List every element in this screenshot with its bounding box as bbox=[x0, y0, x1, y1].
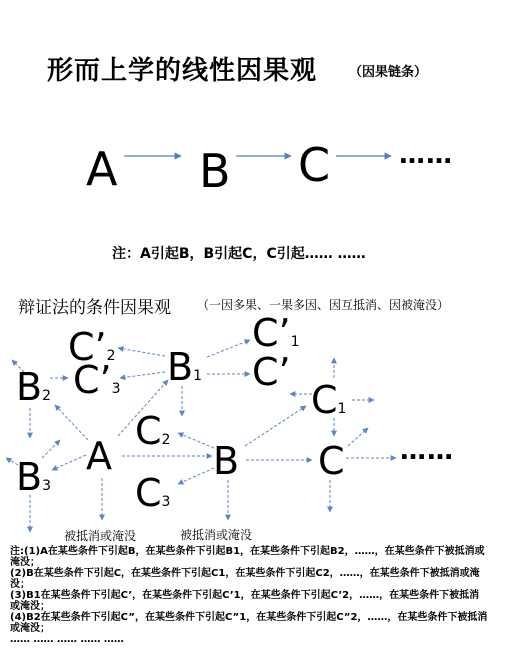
node-b: B bbox=[213, 439, 240, 483]
note-line-5: …… …… …… …… …… bbox=[10, 634, 124, 645]
caption-b-cancelled: 被抵消或淹没 bbox=[180, 528, 253, 542]
node-c1: C1 bbox=[311, 378, 347, 422]
node-c3: C3 bbox=[135, 471, 171, 515]
node-c-prime: C’ bbox=[252, 350, 291, 394]
arrow-b1-cp3 bbox=[120, 372, 165, 378]
arrow-b-c1 bbox=[245, 406, 306, 446]
notes-block bbox=[10, 546, 488, 645]
node-c2: C2 bbox=[135, 409, 171, 453]
linear-ellipsis: …… bbox=[399, 140, 453, 170]
dialectic-title: 辩证法的条件因果观 bbox=[18, 298, 171, 318]
dialectic-ellipsis: …… bbox=[400, 436, 454, 466]
page-title: 形而上学的线性因果观 bbox=[47, 56, 318, 86]
node-a: A bbox=[86, 434, 112, 478]
node-c-prime-1: C’1 bbox=[252, 311, 300, 355]
note-line-2: (2)B在某些条件下引起C，在某些条件下引起C1，在某些条件下引起C2，……，在某些条件下被抵消或淹没； bbox=[10, 568, 480, 590]
note-line-3: (3)B1在某些条件下引起C’，在某些条件下引起C’1，在某些条件下引起C’2，……，在某些条件下被抵消或淹没； bbox=[10, 590, 480, 612]
arrow-b-c2 bbox=[178, 433, 214, 448]
linear-node-c: C bbox=[298, 138, 331, 192]
dialectic-subtitle: （一因多果、一果多因、因互抵消、因被淹没） bbox=[197, 298, 450, 312]
node-b2: B2 bbox=[16, 365, 51, 409]
caption-a-cancelled: 被抵消或淹没 bbox=[64, 529, 137, 543]
node-b1: B1 bbox=[167, 345, 202, 389]
linear-note: 注：A引起B，B引起C，C引起…… …… bbox=[112, 246, 366, 262]
node-c: C bbox=[318, 439, 345, 483]
arrow-b3-up bbox=[42, 440, 60, 458]
note-line-1: 注:(1)A在某些条件下引起B，在某些条件下引起B1，在某些条件下引起B2，……，在某些条件下被抵消或淹没； bbox=[10, 546, 485, 568]
arrow-a-b2 bbox=[55, 405, 88, 440]
arrow-b-c3 bbox=[178, 468, 214, 484]
arrow-b1-cp2 bbox=[118, 348, 165, 356]
page-subtitle: （因果链条） bbox=[349, 65, 428, 80]
node-c-prime-2: C’2 bbox=[68, 325, 116, 369]
linear-node-b: B bbox=[199, 144, 231, 198]
arrow-c-upright bbox=[348, 428, 368, 446]
arrow-b1-cp1 bbox=[207, 340, 250, 357]
node-b3: B3 bbox=[16, 455, 51, 499]
node-c-prime-3: C’3 bbox=[73, 358, 121, 402]
arrow-a-b3 bbox=[52, 455, 86, 470]
linear-node-a: A bbox=[86, 142, 118, 196]
note-line-4: (4)B2在某些条件下引起C”，在某些条件下引起C”1，在某些条件下引起C”2，……，在某些条件下被抵消或淹没； bbox=[10, 612, 488, 634]
